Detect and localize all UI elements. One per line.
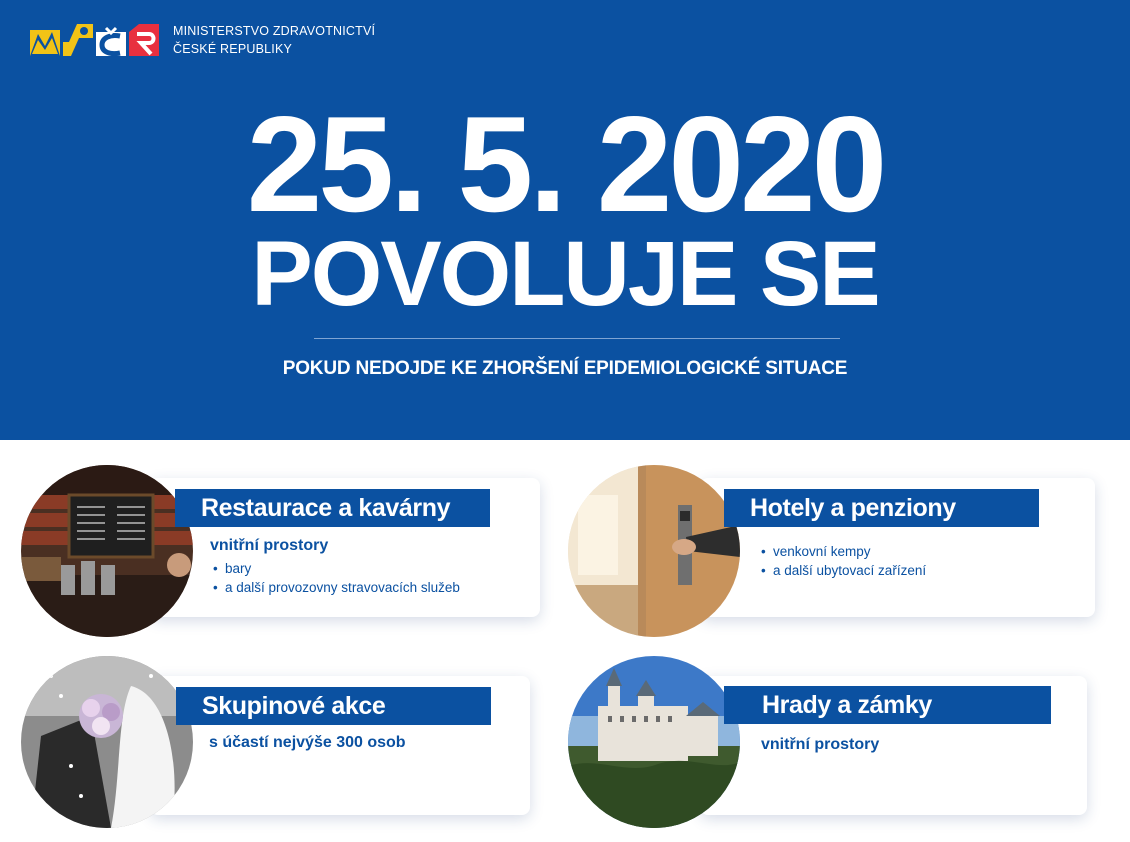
divider	[314, 338, 840, 339]
list-item: • bary	[213, 559, 460, 578]
ministry-name-line1: MINISTERSTVO ZDRAVOTNICTVÍ	[173, 24, 376, 38]
card-restaurants-list	[213, 559, 460, 597]
card-restaurants-title: Restaurace a kavárny	[175, 489, 490, 527]
subtitle: POKUD NEDOJDE KE ZHORŠENÍ EPIDEMIOLOGICKÉ SITUACE	[282, 358, 848, 379]
cafe-interior-photo	[21, 465, 193, 637]
card-restaurants-subtitle: vnitřní prostory	[210, 537, 329, 554]
card-castles-title: Hrady a zámky	[724, 686, 1051, 724]
date-heading: 25. 5. 2020	[246, 88, 884, 240]
logo-letter-r	[129, 24, 159, 56]
list-item: • venkovní kempy	[761, 542, 926, 561]
list-item: • a další ubytovací zařízení	[761, 561, 926, 580]
card-group-events-title: Skupinové akce	[176, 687, 491, 725]
card-group-events-subtitle: s účastí nejvýše 300 osob	[209, 734, 406, 751]
headline: POVOLUJE SE	[251, 223, 879, 325]
card-castles-subtitle: vnitřní prostory	[761, 736, 880, 753]
ministry-name	[173, 22, 375, 58]
hotel-door-photo	[568, 465, 740, 637]
list-item: • a další provozovny stravovacích služeb	[213, 578, 460, 597]
logo-letter-m	[30, 24, 60, 56]
logo-letter-z	[63, 24, 93, 56]
ministry-logo	[30, 22, 375, 58]
card-hotels-title: Hotely a penziony	[724, 489, 1039, 527]
card-hotels-list	[761, 542, 926, 580]
logo-mark	[30, 24, 159, 56]
logo-letter-c	[96, 24, 126, 56]
wedding-photo	[21, 656, 193, 828]
castle-photo	[568, 656, 740, 828]
ministry-name-line2: ČESKÉ REPUBLIKY	[173, 42, 293, 56]
